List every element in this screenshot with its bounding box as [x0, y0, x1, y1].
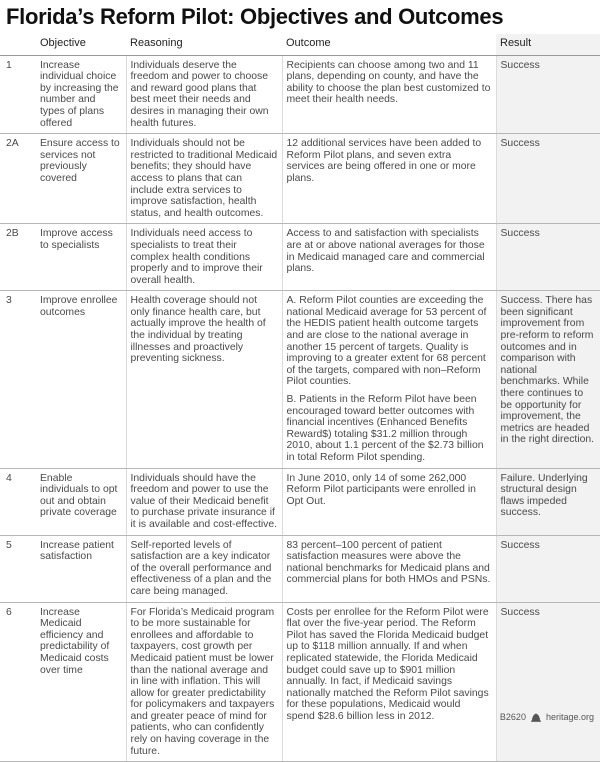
table-row: [0, 291, 600, 468]
row-objective: Increase patient satisfaction: [36, 535, 126, 602]
row-reasoning: Individuals should not be restricted to traditional Medicaid benefits; they should have access to plans that can include extra services to improve satisfaction, health status, and health outcomes.: [126, 134, 282, 224]
row-outcome: In June 2010, only 14 of some 262,000 Reform Pilot participants were enrolled in Opt Out.: [282, 468, 496, 535]
row-reasoning: Individuals should have the freedom and power to use the value of their Medicaid benefit to purchase private insurance if it is available and cost-effective.: [126, 468, 282, 535]
table-header-row: [0, 34, 600, 55]
header-objective: Objective: [36, 34, 126, 55]
row-result: Success: [496, 535, 600, 602]
row-result: Success: [496, 224, 600, 291]
row-objective: Improve access to specialists: [36, 224, 126, 291]
table-row: [0, 55, 600, 134]
header-reasoning: Reasoning: [126, 34, 282, 55]
row-reasoning: Self-reported levels of satisfaction are a key indicator of the overall performance and effectiveness of a plan and the care being managed.: [126, 535, 282, 602]
row-number: 1: [6, 59, 12, 71]
row-number: 4: [0, 468, 36, 535]
row-outcome: 83 percent–100 percent of patient satisfaction measures were above the national benchmarks for Medicaid plans and commercial plans for both HMOs and PSNs.: [282, 535, 496, 602]
row-result: Success: [496, 134, 600, 224]
row-objective: Increase Medicaid efficiency and predictability of Medicaid costs over time: [36, 602, 126, 762]
row-reasoning: For Florida’s Medicaid program to be more sustainable for enrollees and affordable to taxpayers, cost growth per Medicaid patient must be lower than the national average and in line with inflation. This will allow for greater predictability for policymakers and taxpayers and greater peace of mind for patients, who can confidently rely on having coverage in the future.: [126, 602, 282, 762]
table-row: [0, 468, 600, 535]
row-number: 3: [0, 291, 36, 468]
row-outcome: Access to and satisfaction with specialists are at or above national averages for those in Medicaid managed care and commercial plans.: [282, 224, 496, 291]
site-url: heritage.org: [545, 712, 594, 722]
row-number: 6: [0, 602, 36, 762]
row-objective: Improve enrollee outcomes: [36, 291, 126, 468]
row-outcome: 12 additional services have been added to Reform Pilot plans, and seven extra services are being offered in one or more plans.: [282, 134, 496, 224]
table-row: [0, 134, 600, 224]
row-objective: Increase individual choice by increasing the number and types of plans offered: [36, 55, 126, 134]
header-number: [0, 34, 36, 55]
row-outcome: A. Reform Pilot counties are exceeding the national Medicaid average for 53 percent of the HEDIS patient health outcome targets and are close to the national average in another 15 percent of targets. Quality is improving to a greater extent for 68 percent of the targets, compared with non–Reform Pilot counties.: [286, 295, 487, 388]
table-row: [0, 535, 600, 602]
row-result: Success: [496, 602, 600, 762]
footer: [500, 712, 594, 722]
objectives-table: [0, 34, 600, 762]
row-objective: Enable individuals to opt out and obtain private coverage: [36, 468, 126, 535]
row-outcome-group: [282, 291, 496, 468]
row-number: 2A: [0, 134, 36, 224]
row-outcome-part-b: B. Patients in the Reform Pilot have been encouraged toward better outcomes with financial incentives (Enhanced Benefits Reward$) totaling $31.2 million through 2010, about 1.1 percent of the $2.73 billion in total Reform Pilot spending.: [286, 394, 484, 463]
row-outcome: Recipients can choose among two and 11 plans, depending on county, and have the ability to choose the plan best customized to meet their health needs.: [282, 55, 496, 134]
row-outcome: Costs per enrollee for the Reform Pilot were flat over the five-year period. The Reform Pilot has saved the Florida Medicaid budget up to $118 million annually. If and when replicated statewide, the Florida Medicaid budget could save up to $901 million annually. In fact, if Medicaid savings nationally matched the Reform Pilot savings for these populations, Medicaid would spend $28.6 billion less in 2012.: [282, 602, 496, 762]
row-result: Success: [496, 55, 600, 134]
page-title: Florida’s Reform Pilot: Objectives and Outcomes: [6, 4, 504, 29]
header-result: Result: [496, 34, 600, 55]
report-code: B2620: [499, 712, 526, 722]
row-objective: Ensure access to services not previously covered: [36, 134, 126, 224]
row-result: Success. There has been significant improvement from pre-reform to reform outcomes and in comparison with national benchmarks. While there continues to be opportunity for improvement, the metrics are headed in the right direction.: [496, 291, 600, 468]
row-reasoning: Individuals deserve the freedom and power to choose and reward good plans that best meet their needs and desires in managing their own health futures.: [126, 55, 282, 134]
header-outcome: Outcome: [282, 34, 496, 55]
row-number: 5: [0, 535, 36, 602]
liberty-bell-icon: [530, 712, 542, 722]
table-row: [0, 602, 600, 762]
row-result: Failure. Underlying structural design flaws impeded success.: [496, 468, 600, 535]
table-row: [0, 224, 600, 291]
row-reasoning: Individuals need access to specialists to treat their complex health conditions properly and to improve their overall health.: [126, 224, 282, 291]
row-number: 2B: [0, 224, 36, 291]
row-reasoning: Health coverage should not only finance health care, but actually improve the health of the individual by treating illnesses and proactively preventing sickness.: [126, 291, 282, 468]
